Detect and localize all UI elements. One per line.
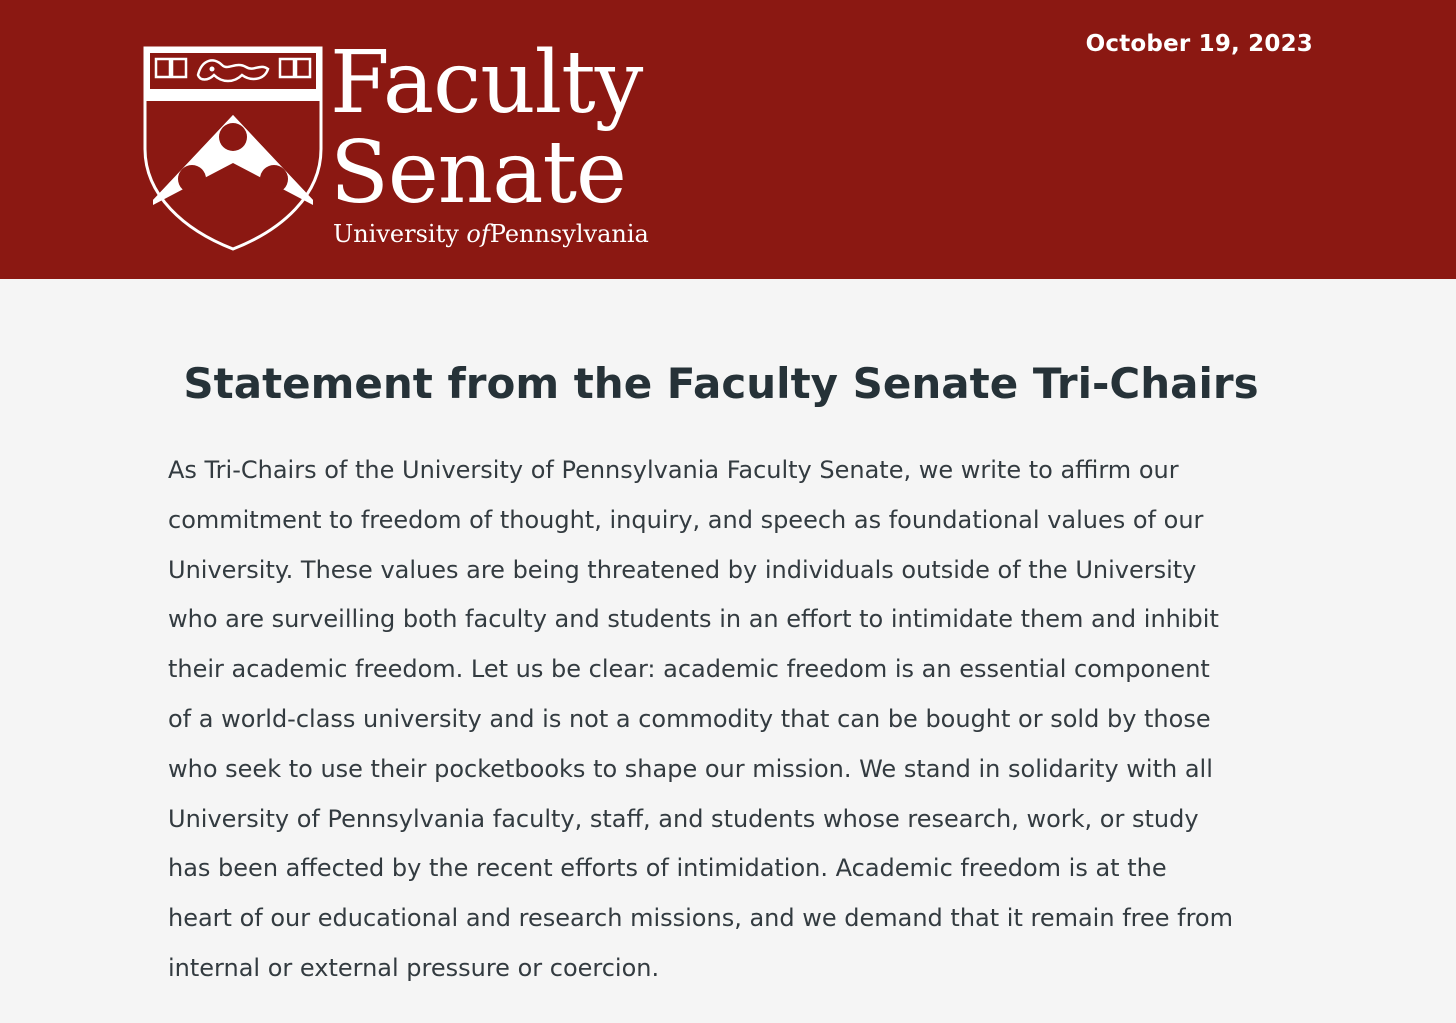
statement-line: who are surveilling both faculty and students in an effort to intimidate them and inhibit xyxy=(168,605,1219,634)
penn-shield-icon xyxy=(142,45,324,251)
statement-line: their academic freedom. Let us be clear: academic freedom is an essential component xyxy=(168,655,1210,684)
logo-faculty-text: Faculty xyxy=(330,33,643,133)
statement-body xyxy=(168,446,1278,994)
statement-line: University of Pennsylvania faculty, staff, and students whose research, work, or study xyxy=(168,804,1199,833)
page-title: Statement from the Faculty Senate Tri-Chairs xyxy=(183,359,1259,408)
statement-line: has been affected by the recent efforts of intimidation. Academic freedom is at the xyxy=(168,854,1167,883)
logo-pennsylvania-word: Pennsylvania xyxy=(489,220,649,248)
statement-line: internal or external pressure or coercion. xyxy=(168,953,660,982)
logo-of-word: of xyxy=(466,220,490,248)
statement-line: who seek to use their pocketbooks to shape our mission. We stand in solidarity with all xyxy=(168,754,1213,783)
statement-line: University. These values are being threatened by individuals outside of the University xyxy=(168,555,1197,584)
statement-line: heart of our educational and research missions, and we demand that it remain free from xyxy=(168,904,1233,933)
statement-date: October 19, 2023 xyxy=(1085,31,1313,57)
header-banner xyxy=(0,0,1456,279)
statement-line: As Tri-Chairs of the University of Pennsylvania Faculty Senate, we write to affirm our xyxy=(168,456,1179,484)
statement-line: of a world-class university and is not a commodity that can be bought or sold by those xyxy=(168,704,1211,733)
logo-senate-text: Senate xyxy=(330,123,626,223)
logo-university-text xyxy=(333,220,649,248)
statement-line: commitment to freedom of thought, inquiry, and speech as foundational values of our xyxy=(168,505,1204,534)
logo-university-word: University xyxy=(333,220,467,248)
